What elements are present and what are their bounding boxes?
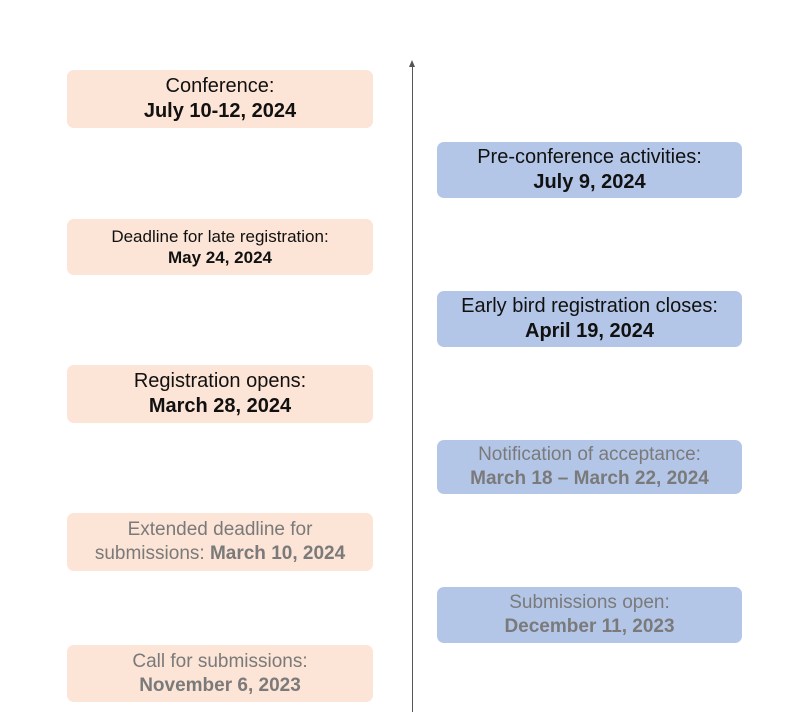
timeline-axis [412,64,413,712]
milestone-registration-opens [67,365,373,423]
milestone-label-line2: submissions: [94,543,205,564]
milestone-label: Call for submissions: [132,650,308,672]
milestone-pre-conference-activities [437,142,742,198]
milestone-notification-of-acceptance [437,440,742,494]
milestone-submissions-open [437,587,742,643]
milestone-label: Conference: [165,75,275,97]
milestone-conference [67,70,373,128]
milestone-label: Deadline for late registration: [111,226,329,246]
milestone-date: March 28, 2024 [148,395,292,417]
milestone-date: May 24, 2024 [168,248,272,267]
milestone-label: Submissions open: [509,592,670,614]
milestone-label-line1: Extended deadline for [127,519,313,541]
milestone-label-line2-wrap [95,542,345,566]
milestone-date: March 18 – March 22, 2024 [470,468,709,489]
milestone-late-registration-deadline [67,219,373,275]
milestone-date: April 19, 2024 [525,320,654,342]
milestone-extended-submission-deadline [67,513,373,571]
milestone-label: Notification of acceptance: [478,444,701,466]
milestone-date: December 11, 2023 [504,616,675,637]
milestone-date: July 10-12, 2024 [143,100,297,122]
milestone-label: Early bird registration closes: [461,295,718,317]
milestone-early-bird-closes [437,291,742,347]
milestone-call-for-submissions [67,645,373,702]
milestone-label: Pre-conference activities: [477,146,702,168]
milestone-label: Registration opens: [133,370,307,392]
milestone-date: July 9, 2024 [533,171,646,193]
milestone-date: March 10, 2024 [209,543,346,564]
milestone-date: November 6, 2023 [139,674,301,696]
